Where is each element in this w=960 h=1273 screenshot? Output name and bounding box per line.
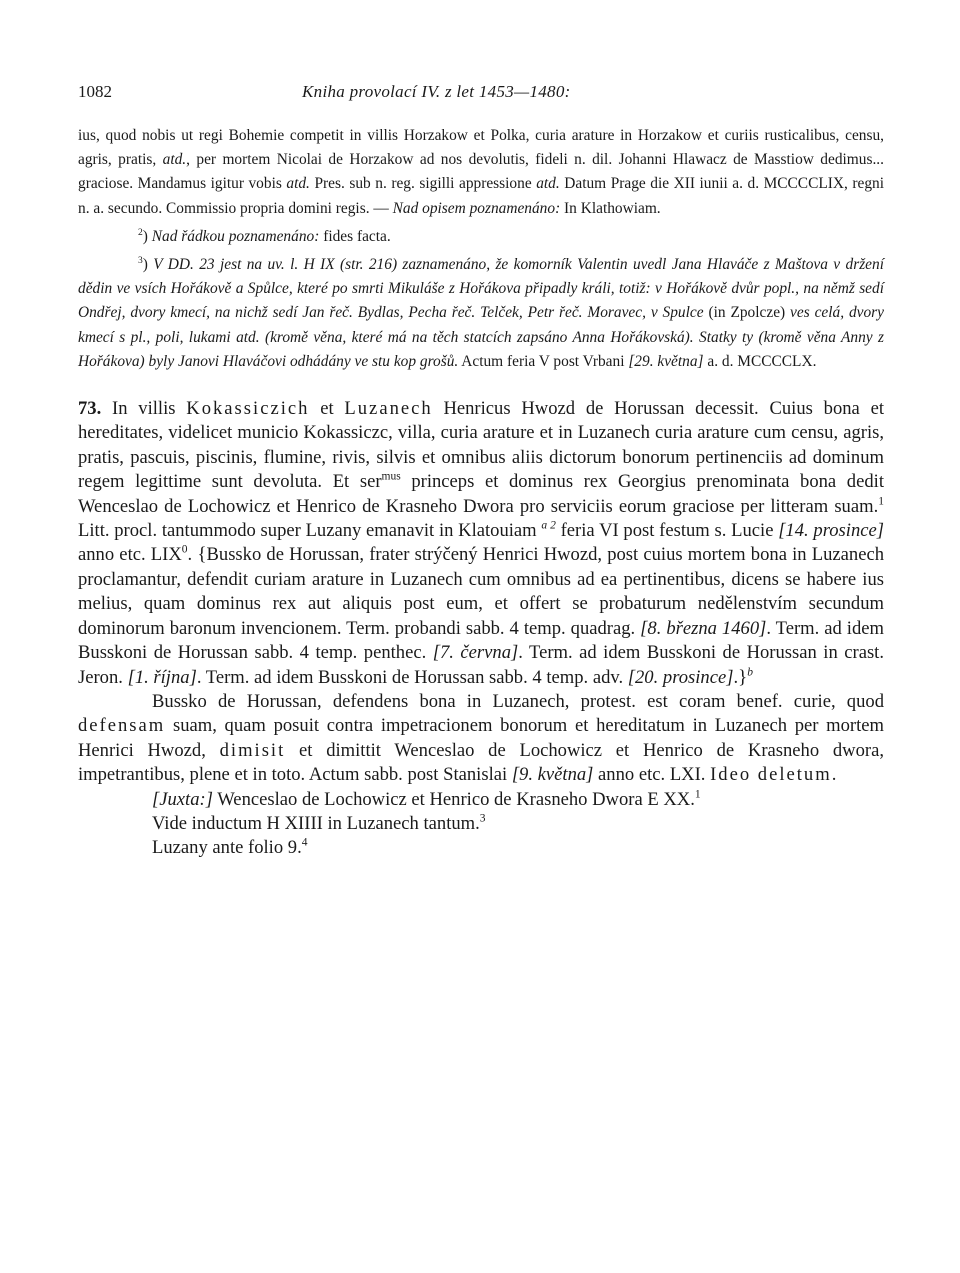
note-text: (in Zpolcze) (703, 304, 791, 322)
note-text-italic: ves celá, dvory kmecí s pl., poli, lukami atd. (kromě věna, které má na těch statcích zapsáno Anna Hořákovská). Statky ty (kromě věna Anny z Hořákova) byly Janovi Hlaváčovi odhádány ve stu kop grošů. (78, 304, 885, 370)
spaced-text: dimisit (219, 739, 286, 761)
note-text-italic: atd. (162, 151, 187, 169)
entry-text: . (187, 544, 198, 566)
note-a (78, 124, 884, 221)
running-title: Kniha provolací IV. z let 1453—1480: (302, 82, 571, 101)
spaced-text: Luzanech (344, 398, 433, 420)
note-text: In Klathowiam. (560, 199, 661, 217)
entry-paragraph-3 (78, 788, 884, 812)
entry-text: anno etc. LIX (78, 544, 182, 566)
date-italic: [20. prosince] (627, 666, 734, 688)
brace-open: { (197, 544, 207, 566)
footnote-ref: a 2 (541, 519, 556, 532)
note-text-italic: [29. května] (628, 352, 704, 370)
footnotes-block (78, 124, 884, 374)
note-text: Datum Prage die XII iunii a. d. MCCCCLIX, regni n. a. secundo. Commissio propria domini regis. — (78, 175, 884, 217)
page-number: 1082 (78, 82, 112, 101)
note-text-italic: Nad opisem poznamenáno: (392, 199, 561, 217)
entry-text: . (733, 666, 739, 688)
entry-text: princeps et dominus rex Georgius prenominata bona dedit Wenceslao de Lochowicz et Henrico de Krasneho Dwora pro serviciis eorum graciose per litteram suam. (78, 471, 884, 517)
superscript: 0 (181, 543, 188, 556)
entry-text: anno etc. LXI. (593, 764, 711, 786)
entry-text: Vide inductum H XIIII in Luzanech tantum. (152, 812, 480, 834)
date-italic: [7. června] (432, 642, 519, 664)
date-italic: [8. března 1460] (640, 617, 767, 639)
footnote-paren: ) (142, 227, 148, 245)
spaced-text: defensam (78, 715, 166, 737)
juxta-label: [Juxta:] (152, 788, 213, 810)
note-text: Pres. sub n. reg. sigilli appressione (309, 175, 537, 193)
spaced-text: Kokassiczich (186, 398, 310, 420)
entry-text: suam, quam posuit contra impetracionem bonorum et hereditatum in Luzanech per mortem Henrici Hwozd, (78, 715, 884, 761)
entry-text: Litt. procl. tantummodo super Luzany emanavit in Klatouiam (78, 520, 537, 542)
entry-text: et (309, 398, 345, 420)
note-text: Actum feria V post Vrbani (458, 352, 629, 370)
entry-paragraph-5 (78, 836, 884, 860)
entry-text: Henricus Hwozd de Horussan decessit. Cuius bona et hereditates, videlicet municio Kokassiczc, villa, curia arature et in Luzanech curia arature cum censu, agris, pratis, pascuis, piscinis, flumine, rivis, silvis et omnibus aliis dictorum bonorum pertinenciis ad dominum regem legittime sunt devoluta. Et ser (78, 398, 884, 493)
note-2 (78, 225, 884, 249)
entry-73 (78, 397, 884, 861)
entry-text: In villis (101, 398, 187, 420)
note-text: a. d. MCCCCLX. (703, 352, 817, 370)
entry-text: Bussko de Horussan, frater strýčený Henrici Hwozd, post cuius mortem bona in Luzanech proclamantur, defendit curiam arature in Luzanech cum omnibus ad ea pertinentibus, dicens se habere ius melius, quam dominus rex aut aliquis post eum, et offert se probaturum nedělenstvím secundum dominorum baronum invencionem. Term. probandi sabb. 4 temp. quadrag. (78, 544, 885, 639)
entry-text: feria VI post festum s. Lucie (555, 520, 779, 542)
note-text-italic: atd. (536, 175, 560, 193)
entry-text: . Term. ad idem Busskoni de Horussan sabb. 4 temp. adv. (196, 666, 628, 688)
note-text: ius, quod nobis ut regi Bohemie competit in villis Horzakow et Polka, curia arature in Horzakow et curiis rusticalibus, censu, agris, pratis, (78, 127, 884, 169)
entry-text: . Term. ad idem Busskoni de Horussan in crast. Jeron. (78, 642, 884, 688)
date-italic: [1. října] (127, 666, 197, 688)
date-italic: [9. května] (511, 764, 594, 786)
note-text-italic: V DD. 23 jest na uv. l. H IX (str. 216) zaznamenáno, že komorník Valentin uvedl Jana Hlaváče z Maštova v držení dědin ve vsích Hořákově a Spůlce, které po smrti Mikuláše z Hořákova připadly králi, totiž: v Hořákově dvůr popl., na němž sedí Ondřej, dvory kmecí, na nichž sedí Jan řeč. Bydlas, Pecha řeč. Telček, Petr řeč. Moravec, v Spulce (78, 256, 884, 322)
entry-paragraph-4 (78, 812, 884, 836)
entry-text: Bussko de Horussan, defendens bona in Luzanech, protest. est coram benef. curie, quod (152, 690, 884, 712)
note-text: fides facta. (319, 227, 391, 245)
brace-close: } (738, 666, 748, 688)
footnote-ref: b (747, 666, 754, 679)
date-italic: [14. prosince] (778, 520, 884, 542)
entry-text: Luzany ante folio 9. (152, 837, 302, 859)
note-3 (78, 253, 884, 374)
footnote-paren: ) (142, 256, 148, 274)
entry-text: . (831, 764, 837, 786)
footnote-ref: 1 (878, 495, 884, 508)
entry-text: et dimittit Wenceslao de Lochowicz et Henrico de Krasneho dwora, impetrantibus, plene et in toto. Actum sabb. post Stanislai (78, 739, 885, 786)
document-page (78, 82, 884, 861)
entry-paragraph-2 (78, 690, 884, 788)
footnote-marker: 2 (138, 226, 143, 238)
footnote-ref: 3 (479, 812, 486, 825)
footnote-ref: 1 (694, 788, 701, 801)
running-head (78, 82, 884, 108)
spaced-text: Ideo deletum (710, 764, 832, 786)
note-text-italic: atd. (286, 175, 310, 193)
entry-text: Wenceslao de Lochowicz et Henrico de Krasneho Dwora E XX. (212, 788, 695, 810)
footnote-marker: 3 (138, 254, 143, 266)
entry-text: . Term. ad idem Busskoni de Horussan sabb. 4 temp. penthec. (78, 617, 884, 664)
entry-paragraph-1 (78, 397, 884, 690)
superscript: mus (381, 470, 401, 483)
footnote-ref: 4 (301, 836, 308, 849)
entry-number: 73. (78, 398, 102, 420)
note-text-italic: Nad řádkou poznamenáno: (151, 227, 320, 245)
note-text: , per mortem Nicolai de Horzakow ad nos devolutis, fideli n. dil. Johanni Hlawacz de Masstiow dedimus... graciose. Mandamus igitur vobis (78, 151, 884, 193)
